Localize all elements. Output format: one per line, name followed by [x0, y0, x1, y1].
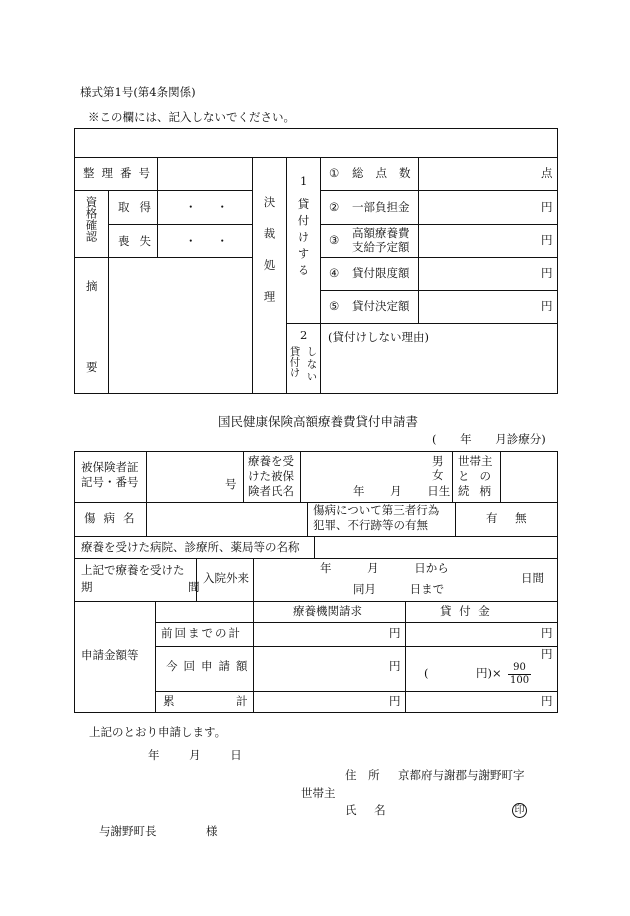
row5-unit: 円: [541, 299, 553, 313]
injury-name-field[interactable]: [150, 505, 302, 533]
nyuin-gairai-label: 入院外来: [203, 571, 249, 585]
divider: [253, 601, 254, 713]
divider: [146, 451, 147, 502]
addressee: 与謝野町長: [99, 824, 157, 838]
row2-unit: 円: [541, 200, 553, 214]
kashitsuke-label: 貸付け: [288, 346, 301, 378]
form-number: 様式第1号(第4条関係): [80, 85, 196, 99]
row1-label: 総点数: [352, 166, 423, 180]
hihoken-label-2: 記号・番号: [81, 475, 139, 489]
setai-label-2: との: [458, 469, 501, 483]
divider: [74, 558, 558, 559]
address-label: 住 所: [345, 768, 380, 782]
umu-choice[interactable]: 有 無: [486, 511, 527, 525]
kashitsuke-1-number: 1: [300, 174, 308, 188]
divider: [405, 601, 406, 713]
ruikei-ryoyo-yen: 円: [389, 694, 401, 708]
konkai-label: 今回申請額: [166, 659, 254, 673]
col-ryoyo-header: 療養機関請求: [293, 604, 362, 618]
divider: [314, 536, 315, 558]
ryoyo-label-3: 険者氏名: [248, 484, 294, 498]
office-use-note: ※この欄には、記入しないでください。: [88, 110, 295, 124]
row3-label-1: 高額療養費: [352, 226, 410, 240]
applicant-name-field[interactable]: [400, 800, 500, 818]
divider: [300, 451, 301, 502]
soushitsu-label: 喪失: [118, 234, 161, 248]
shikaku-kakunin-label: 資格確認: [84, 196, 99, 242]
ruikei-ryoyo-field[interactable]: [258, 694, 383, 711]
kashitsuke-suru-label: 貸付けする: [296, 198, 311, 281]
zenkai-ryoyo-field[interactable]: [258, 625, 383, 643]
shutoku-date: ・・: [185, 200, 248, 214]
konkai-ryoyo-yen: 円: [389, 659, 401, 673]
zenkai-kashitsuke-field[interactable]: [410, 625, 535, 643]
zenkai-kashitsuke-yen: 円: [541, 626, 553, 640]
divider: [155, 601, 156, 713]
application-date: 年 月 日: [148, 748, 242, 762]
divider: [74, 190, 252, 191]
divider: [74, 157, 558, 158]
third-party-label-1: 傷病について第三者行為: [313, 503, 440, 517]
divider: [74, 601, 558, 602]
setai-nushi-label: 世帯主: [301, 786, 336, 800]
seiri-bango-label: 整理番号: [83, 166, 157, 180]
divider: [320, 157, 321, 394]
konkai-kashitsuke-field[interactable]: [432, 664, 474, 682]
address-value: 京都府与謝郡与謝野町字: [398, 768, 525, 782]
divider: [286, 323, 558, 324]
hihoken-label-1: 被保険者証: [81, 460, 139, 474]
shinai-label: しない: [305, 346, 318, 384]
divider: [155, 646, 558, 647]
divider: [74, 536, 558, 537]
days-label: 日間: [521, 571, 544, 585]
relationship-field[interactable]: [504, 455, 554, 497]
row4-label: 貸付限度額: [352, 266, 410, 280]
setai-label-1: 世帯主: [458, 454, 493, 468]
period-label-1: 上記で療養を受けた: [81, 563, 185, 577]
kessai-shori-label: 決裁処理: [262, 196, 277, 322]
divider: [286, 157, 287, 394]
amount-label: 申請金額等: [81, 648, 139, 662]
fraction-denominator: 100: [510, 674, 530, 686]
divider: [253, 558, 254, 601]
row4-unit: 円: [541, 266, 553, 280]
treatment-period: ( 年 月診療分): [432, 432, 546, 446]
to-date: 同月 日まで: [353, 582, 445, 596]
period-label-2: 期 間: [81, 580, 200, 594]
divider: [307, 502, 308, 536]
no-loan-reason-label: (貸付けしない理由): [328, 330, 429, 344]
hospital-name-field[interactable]: [318, 539, 554, 556]
ryoyo-label-1: 療養を受: [248, 454, 294, 468]
go-label: 号: [225, 477, 237, 491]
ruikei-kashitsuke-field[interactable]: [410, 694, 535, 711]
divider: [320, 190, 558, 191]
divider: [418, 157, 419, 323]
patient-name-field[interactable]: [305, 455, 425, 483]
divider: [108, 224, 252, 225]
divider: [320, 290, 558, 291]
row2-number: ②: [329, 200, 340, 214]
divider: [155, 622, 558, 623]
row3-label-2: 支給予定額: [352, 240, 410, 254]
divider: [452, 451, 453, 502]
birth-date: 年 月 日生: [353, 484, 451, 498]
tekiyo-label-1: 摘: [86, 279, 98, 293]
ruikei-kashitsuke-yen: 円: [541, 694, 553, 708]
shutoku-label: 取得: [118, 200, 161, 214]
row3-number: ③: [329, 233, 340, 247]
row5-label: 貸付決定額: [352, 299, 410, 313]
sex-female[interactable]: 女: [432, 468, 444, 482]
third-party-label-2: 犯罪、不行跡等の有無: [313, 518, 428, 532]
divider: [455, 502, 456, 536]
sex-male[interactable]: 男: [432, 454, 444, 468]
ryoyo-label-2: けた被保: [248, 469, 294, 483]
divider: [108, 190, 109, 394]
divider: [146, 502, 147, 536]
col-kashitsuke-header: 貸 付 金: [440, 604, 490, 618]
paren-open: (: [424, 666, 429, 680]
divider: [252, 157, 253, 394]
row5-number: ⑤: [329, 299, 340, 313]
row2-label: 一部負担金: [352, 200, 410, 214]
hospital-label: 療養を受けた病院、診療所、薬局等の名称: [81, 540, 300, 554]
divider: [243, 451, 244, 502]
row3-unit: 円: [541, 233, 553, 247]
fraction-90-100: [506, 662, 531, 686]
soushitsu-date: ・・: [185, 234, 248, 248]
konkai-kashitsuke-yen: 円: [541, 647, 553, 661]
divider: [74, 257, 252, 258]
divider: [320, 224, 558, 225]
konkai-ryoyo-field[interactable]: [258, 650, 383, 688]
divider: [320, 257, 558, 258]
row1-number: ①: [329, 166, 340, 180]
tekiyo-label-2: 要: [86, 360, 98, 374]
row1-unit: 点: [541, 166, 553, 180]
shobyo-label: 傷病名: [84, 511, 143, 525]
fraction-numerator: 90: [508, 662, 531, 675]
form-title: 国民健康保険高額療養費貸付申請書: [218, 414, 419, 429]
zenkai-ryoyo-yen: 円: [389, 626, 401, 640]
hihoken-number-field[interactable]: [150, 455, 220, 497]
row4-number: ④: [329, 266, 340, 280]
name-label: 氏 名: [345, 803, 386, 817]
paren-close-yen: 円)×: [476, 666, 502, 680]
kashitsuke-2-number: 2: [300, 328, 308, 342]
from-date: 年 月 日から: [320, 561, 449, 575]
zenkai-label: 前回までの計: [161, 626, 242, 640]
divider: [155, 691, 558, 692]
seal-icon: 印: [512, 803, 527, 818]
setai-label-3: 続柄: [458, 484, 501, 498]
declaration: 上記のとおり申請します。: [89, 725, 227, 739]
ruikei-label: 累 計: [163, 694, 248, 708]
sama-label: 様: [206, 824, 218, 838]
